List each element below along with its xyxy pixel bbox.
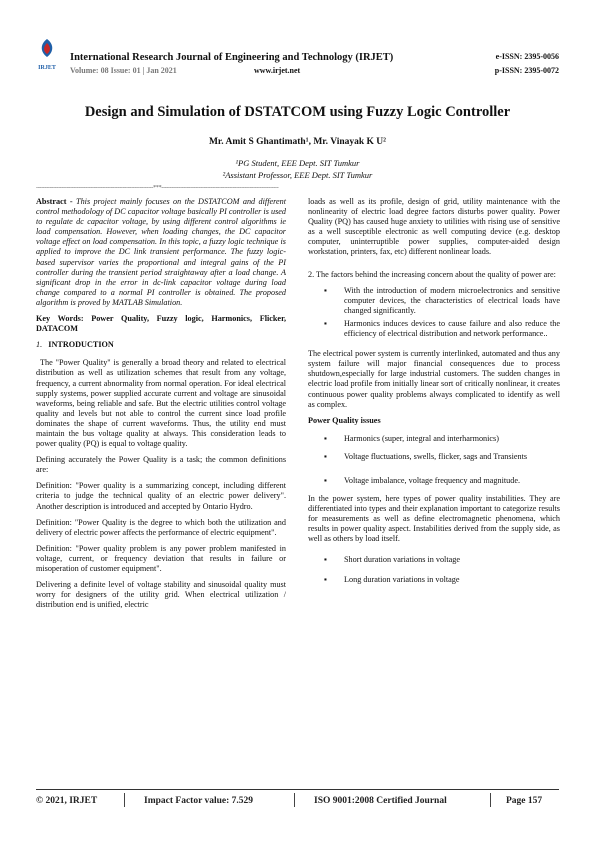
list-item: ▪ Voltage fluctuations, swells, flicker, sags and Transients (324, 451, 528, 461)
bullet-icon: ▪ (324, 554, 327, 564)
definition-1: Definition: "Power quality is a summarizing concept, including different criteria to judge the technical quality of an electric power delivery". Another description is introduced and accepted by Ontario Hydro. (36, 481, 286, 511)
power-quality-issues-heading: Power Quality issues (308, 415, 381, 425)
definition-2: Definition: "Power Quality is the degree to which both the utilization and delivery of electric power affects the performance of electric equipment". (36, 517, 286, 537)
irjet-logo (36, 38, 58, 71)
bullet-icon: ▪ (324, 451, 327, 461)
paper-authors: Mr. Amit S Ghantimath¹, Mr. Vinayak K U² (208, 137, 387, 147)
list-item: ▪ Short duration variations in voltage (324, 554, 460, 564)
factors-list (308, 286, 560, 339)
journal-title: International Research Journal of Engineering and Technology (IRJET) (70, 52, 394, 63)
list-item: ▪ Harmonics (super, integral and interharmonics) (324, 433, 499, 443)
section-heading-introduction (36, 340, 286, 350)
factors-intro: 2. The factors behind the increasing concern about the quality of power are: (308, 269, 556, 279)
logo-text: IRJET (38, 65, 56, 71)
eissn: e-ISSN: 2395-0056 (495, 52, 559, 61)
list-item: ▪ Voltage imbalance, voltage frequency and magnitude. (324, 475, 521, 485)
header-separator: ---------------------------------------------------------------------***--------------------------------------------------------------------- (36, 185, 279, 191)
abstract (36, 197, 286, 308)
right-paragraph-3: The electrical power system is currently interlinked, automated and thus any system failure will major financial consequences due to process shutdown,especially for large industrial customers. The sudden changes in electric load profile from initially linear sort of critically nonlinear, it creates continuous power quality problems always complicated to identify as well as complex. (308, 349, 560, 409)
left-column (36, 197, 286, 616)
bullet-icon: ▪ (324, 574, 327, 584)
definition-3: Definition: "Power quality problem is any power problem manifested in voltage, current, or frequency deviation that results in failure or misoperation of customer equipment". (36, 543, 286, 573)
footer-iso: ISO 9001:2008 Certified Journal (314, 796, 447, 806)
bullet-icon: ▪ (324, 433, 327, 443)
bullet-icon: ▪ (324, 318, 327, 328)
list-item: ▪ Harmonics induces devices to cause failure and also reduce the efficiency of electrical distribution and network performance.. (324, 318, 560, 339)
footer-divider (294, 793, 295, 807)
pissn: p-ISSN: 2395-0072 (494, 66, 559, 75)
keywords: Key Words: Power Quality, Fuzzy logic, Harmonics, Flicker, DATACOM (36, 314, 286, 334)
issues-list (308, 434, 560, 486)
affiliation-2: ²Assistant Professor, EEE Dept. SIT Tumkur (222, 170, 373, 180)
intro-paragraph-6: Delivering a definite level of voltage stability and sinusoidal quality must worry for designers of the utility grid. When electrical utilization / distribution end is unified, electric (36, 580, 286, 610)
right-paragraph-1: loads as well as its profile, design of grid, utility maintenance with the nonlinearity of electric load degree factors disturbs power quality. Power Quality (PQ) has caused huge anxiety to utilities with rising use of sensitive as a well susceptible electronic as well computing device (e.g. desktop computer, uninterruptible power supplies, computer-aided design workstation, printers, fax, etc) different nonlinear loads. (308, 197, 560, 257)
intro-paragraph-2: Defining accurately the Power Quality is a task; the common definitions are: (36, 455, 286, 475)
footer-impact-factor: Impact Factor value: 7.529 (144, 796, 254, 806)
bullet-icon: ▪ (324, 475, 327, 485)
paper-title: Design and Simulation of DSTATCOM using Fuzzy Logic Controller (84, 104, 511, 120)
list-item: ▪ With the introduction of modern microelectronics and sensitive computer devices, the characteristics of electrical loads have changed significantly. (324, 285, 560, 315)
intro-paragraph-1: The "Power Quality" is generally a broad theory and related to electrical distribution as well as utilization schemes that result from any voltage, frequency, a current abnormality from normal operation. For ideal electrical supply systems, power supplied accurate current and voltage are sinusoidal waveforms, being reliable and safe. But the electric utilities control voltage quality and levels but not able to control the current since load profile dominates the shape of current waveforms. Thus, the utility end must maintain the bus voltage quality at always. This consideration leads to power quality (PQ) is equal to voltage quality. (36, 358, 286, 449)
list-item: ▪ Long duration variations in voltage (324, 574, 460, 584)
abstract-text: This project mainly focuses on the DSTATCOM and different control methodology of DC capacitor voltage basically PI controller is used to regulate dc capacitor voltage, by using different control algorithms ie load compensation. However, when loading changes, the DC capacitor voltage effect on load compensation. In this topic, a fuzzy logic technique is applied to improve the DC link transient performance. The fuzzy logic-based supervisor varies the proportional and integral gains of the PI controller during the transient period straightaway after a load change. A significant drop in the error in dc-link capacitor voltage during load change compared to a normal PI controller is obtained. The proposed algorithm is proved by MATLAB Simulation. (36, 197, 286, 307)
right-column (308, 197, 560, 591)
abstract-label: Abstract - (36, 197, 73, 206)
right-paragraph-4: In the power system, here types of power quality instabilities. They are differentiated into types and their explanation important to categorize results for measurements as well as define electromagnetic phenomena, which results in power quality aspect. Instabilities derived from the supply side, as well as others by load itself. (308, 494, 560, 544)
bullet-icon: ▪ (324, 285, 327, 295)
journal-website: www.irjet.net (254, 66, 301, 75)
volume-issue: Volume: 08 Issue: 01 | Jan 2021 (70, 66, 177, 75)
footer-rule (36, 789, 559, 790)
section-title: INTRODUCTION (48, 340, 114, 350)
section-number: 1. (36, 340, 43, 350)
variations-list (308, 555, 560, 585)
footer-page-number: Page 157 (506, 796, 543, 806)
affiliation-1: ¹PG Student, EEE Dept. SIT Tumkur (235, 158, 360, 168)
footer-divider (124, 793, 125, 807)
footer-copyright: © 2021, IRJET (36, 796, 98, 806)
footer-divider (490, 793, 491, 807)
